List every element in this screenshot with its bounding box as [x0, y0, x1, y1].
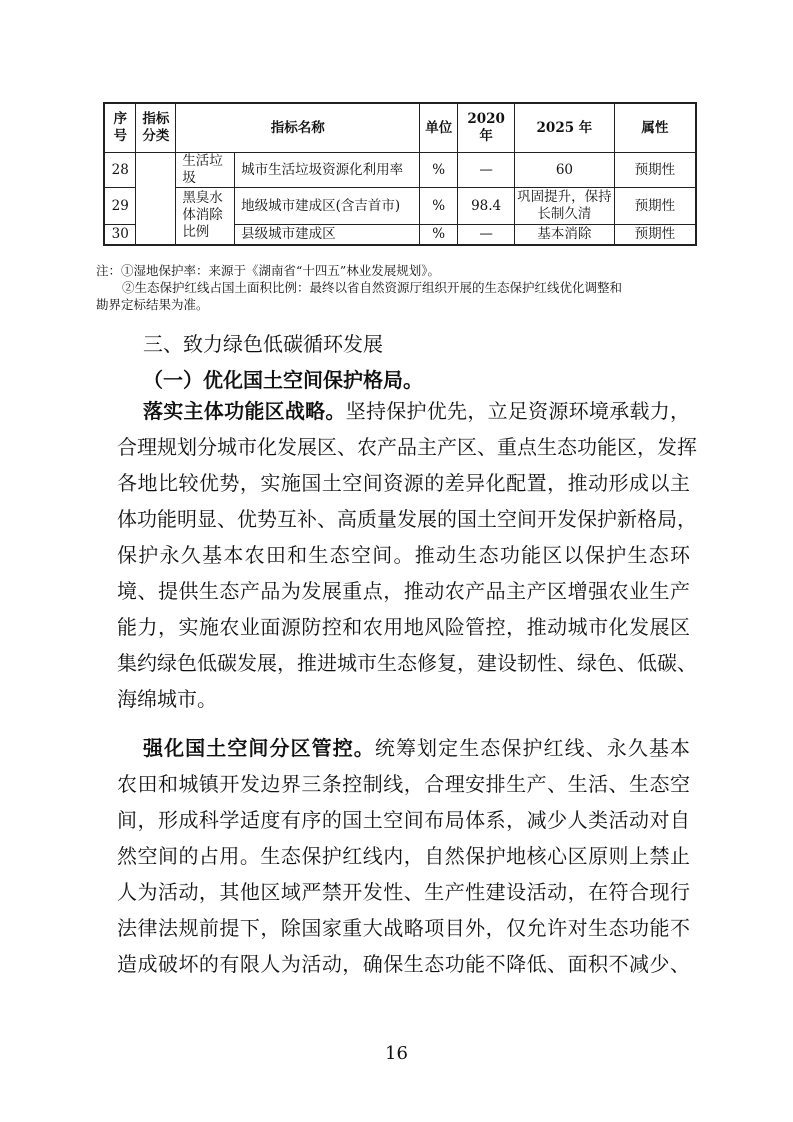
- note-1: 注：①湿地保护率：来源于《湖南省“十四五”林业发展规划》。: [96, 263, 441, 278]
- cell-subcategory: 黑臭水体消除比例: [176, 188, 235, 245]
- cell-no: 28: [104, 153, 136, 188]
- line: 坚持保护优先，立足资源环境承载力，: [345, 399, 691, 423]
- cell-attr: 预期性: [614, 153, 696, 188]
- cell-name: 城市生活垃圾资源化利用率: [235, 153, 420, 188]
- line: 农田和城镇开发边界三条控制线，合理安排生产、生活、生态空: [117, 772, 690, 796]
- cell-category: [136, 153, 176, 245]
- cell-2020: —: [458, 153, 515, 188]
- cell-2025: 60: [515, 153, 615, 188]
- note-2: ②生态保护红线占国土面积比例：最终以省自然资源厅组织开展的生态保护红线优化调整和: [122, 280, 623, 295]
- paragraph-1: [117, 393, 697, 717]
- header-name: 指标名称: [176, 103, 420, 153]
- paragraph-2: [117, 730, 690, 982]
- paragraph-lead: 强化国土空间分区管控。: [143, 736, 375, 760]
- line: 保护永久基本农田和生态空间。推动生态功能区以保护生态环: [117, 543, 690, 567]
- cell-attr: 预期性: [614, 188, 696, 225]
- line: 法律法规前提下，除国家重大战略项目外，仅允许对生态功能不: [117, 916, 690, 940]
- cell-name: 地级城市建成区(含吉首市): [235, 188, 420, 225]
- header-unit: 单位: [420, 103, 458, 153]
- table-header: [104, 103, 696, 153]
- line: 能力，实施农业面源防控和农用地风险管控，推动城市化发展区: [117, 615, 690, 639]
- cell-no: 29: [104, 188, 136, 225]
- table-row: [104, 188, 696, 225]
- line: 人为活动，其他区域严禁开发性、生产性建设活动，在符合现行: [117, 880, 690, 904]
- note-2-cont: 勘界定标结果为准。: [96, 297, 209, 312]
- line: 间，形成科学适度有序的国土空间布局体系，减少人类活动对自: [117, 808, 690, 832]
- line: 境、提供生态产品为发展重点，推动农产品主产区增强农业生产: [117, 579, 690, 603]
- cell-2025: 基本消除: [515, 225, 615, 245]
- line: 各地比较优势，实施国土空间资源的差异化配置，推动形成以主: [117, 471, 690, 495]
- cell-name: 县级城市建成区: [235, 225, 420, 245]
- cell-unit: %: [420, 188, 458, 225]
- subsection-heading: （一）优化国土空间保护格局。: [143, 368, 423, 392]
- indicator-table: [103, 102, 697, 246]
- table-row: [104, 153, 696, 188]
- line: 集约绿色低碳发展，推进城市生态修复，建设韧性、绿色、低碳、: [117, 651, 697, 675]
- line: 统筹划定生态保护红线、永久基本: [374, 736, 691, 760]
- line: 体功能明显、优势互补、高质量发展的国土空间开发保护新格局，: [117, 507, 697, 531]
- header-2025: 2025 年: [515, 103, 615, 153]
- paragraph-lead: 落实主体功能区战略。: [143, 399, 346, 423]
- cell-attr: 预期性: [614, 225, 696, 245]
- section-heading: 三、致力绿色低碳循环发展: [143, 332, 383, 356]
- line: 造成破坏的有限人为活动，确保生态功能不降低、面积不减少、: [117, 952, 690, 976]
- cell-2020: —: [458, 225, 515, 245]
- cell-unit: %: [420, 225, 458, 245]
- cell-subcategory: 生活垃圾: [176, 153, 235, 188]
- cell-unit: %: [420, 153, 458, 188]
- line: 海绵城市。: [117, 687, 217, 711]
- cell-2020: 98.4: [458, 188, 515, 225]
- header-category: 指标分类: [136, 103, 176, 153]
- header-no: 序号: [104, 103, 136, 153]
- table-notes: [96, 262, 696, 313]
- cell-2025: 巩固提升，保持长制久清: [515, 188, 615, 225]
- line: 合理规划分城市化发展区、农产品主产区、重点生态功能区，发挥: [117, 435, 697, 459]
- header-2020: 2020 年: [458, 103, 515, 153]
- header-attr: 属性: [614, 103, 696, 153]
- page-number: 16: [385, 1043, 408, 1064]
- line: 然空间的占用。生态保护红线内，自然保护地核心区原则上禁止: [117, 844, 690, 868]
- cell-no: 30: [104, 225, 136, 245]
